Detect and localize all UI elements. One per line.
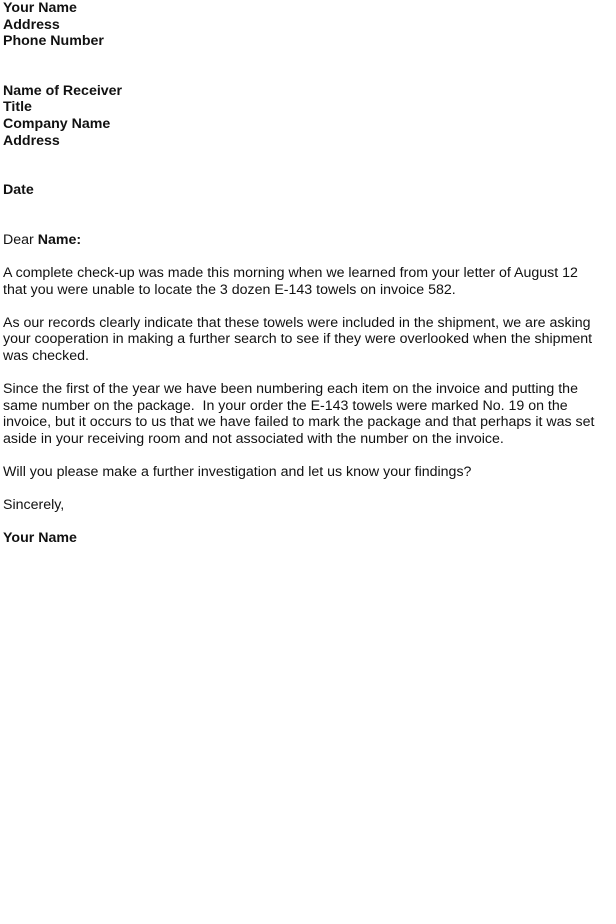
body-line: As our records clearly indicate that these towels were included in the shipment, we are asking (3, 314, 591, 331)
receiver-title: Title (3, 99, 32, 116)
body-line: your cooperation in making a further search to see if they were overlooked when the shipment (3, 331, 593, 348)
body-paragraph-1 (3, 265, 609, 298)
body-line: aside in your receiving room and not associated with the number on the invoice. (3, 430, 504, 447)
sender-block (3, 0, 609, 50)
body-paragraph-4 (3, 464, 609, 481)
body-line: was checked. (3, 347, 89, 364)
receiver-block (3, 83, 609, 149)
closing-text: Sincerely, (3, 497, 65, 514)
body-paragraph-2 (3, 315, 609, 365)
sender-phone: Phone Number (3, 33, 104, 50)
salutation-name: Name: (37, 231, 82, 248)
signature (3, 530, 609, 547)
letter-page (3, 0, 609, 547)
body-line: that you were unable to locate the 3 dozen E-143 towels on invoice 582. (3, 281, 456, 298)
sender-address: Address (3, 16, 60, 33)
letter-date: Date (3, 182, 34, 199)
receiver-name: Name of Receiver (3, 82, 123, 99)
body-paragraph-3 (3, 381, 609, 447)
salutation (3, 232, 609, 249)
sender-name: Your Name (3, 0, 77, 16)
receiver-company: Company Name (3, 115, 111, 132)
date-block (3, 182, 609, 199)
salutation-greeting: Dear (3, 231, 38, 248)
body-line: invoice, but it occurs to us that we have failed to mark the package and that perhaps it was set (3, 414, 595, 431)
body-line: Will you please make a further investigation and let us know your findings? (3, 464, 472, 481)
body-line: Since the first of the year we have been numbering each item on the invoice and putting the (3, 381, 578, 398)
body-line: same number on the package. In your order the E-143 towels were marked No. 19 on the (3, 397, 568, 414)
receiver-address: Address (3, 132, 60, 149)
signature-name: Your Name (3, 530, 77, 547)
body-line: A complete check-up was made this morning when we learned from your letter of August 12 (3, 264, 578, 281)
closing (3, 497, 609, 514)
